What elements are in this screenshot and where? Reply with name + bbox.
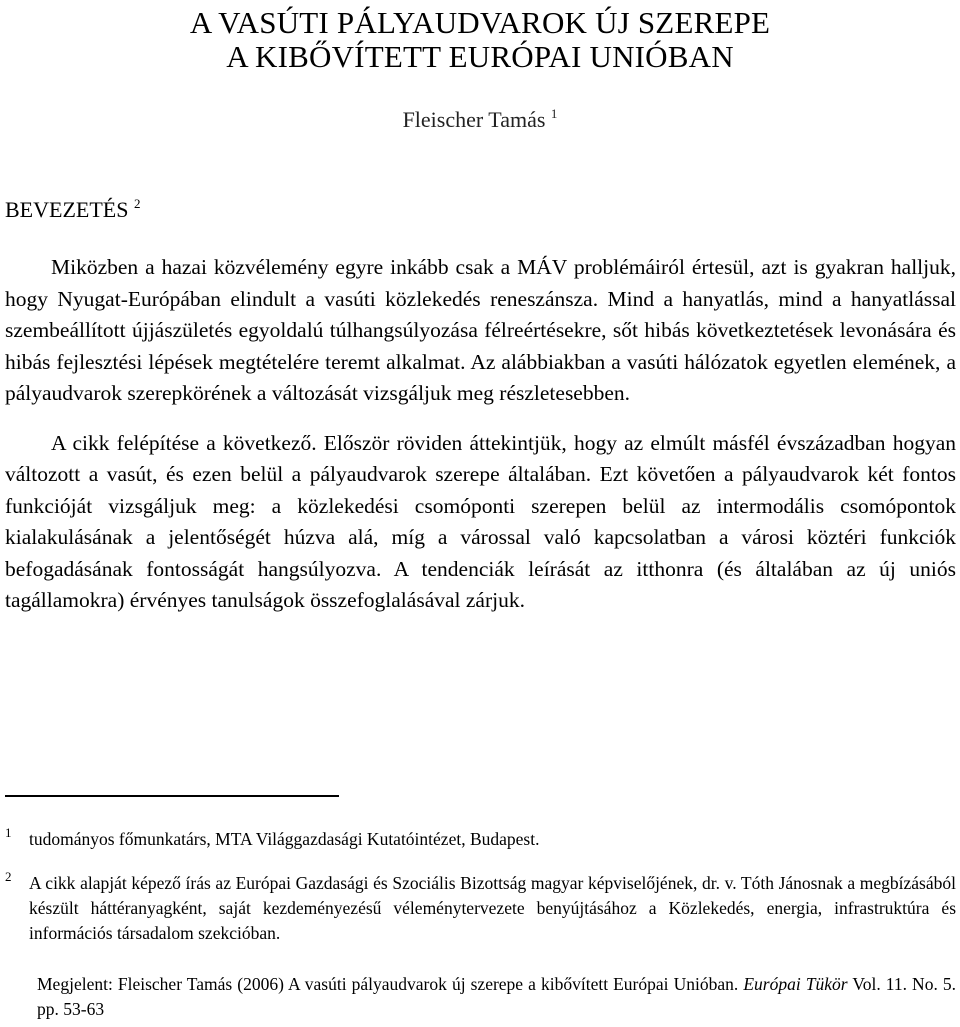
title-line-2: A KIBŐVÍTETT EURÓPAI UNIÓBAN <box>226 39 734 74</box>
body-text <box>5 252 956 617</box>
paragraph-1: Miközben a hazai közvélemény egyre inkább csak a MÁV problémáiról értesül, azt is gyakran halljuk, hogy Nyugat-Európában elindult a vasúti közlekedés reneszánsza. Mind a hanyatlás, mind a hanyatlással szembeállított újjászületés egyoldalú túlhangsúlyozása félreértésekre, sőt hibás következtetések levonására és hibás fejlesztési lépések megtételére teremt alkalmat. Az alábbiakban a vasúti hálózatok egyetlen elemének, a pályaudvarok szerepkörének a változását vizsgáljuk meg részletesebben. <box>5 255 956 405</box>
paper-title <box>0 6 960 74</box>
footnote-2-number: 2 <box>5 869 12 884</box>
paragraph-2: A cikk felépítése a következő. Először röviden áttekintjük, hogy az elmúlt másfél évszázadban hogyan változott a vasút, és ezen belül a pályaudvarok szerepe általában. Ezt követően a pályaudvarok két fontos funkcióját vizsgáljuk meg: a közlekedési csomóponti szerepen belül az intermodális csomópontok kialakulásának a jelentőségét húzva alá, míg a várossal való kapcsolatban a városi köztéri funkciók befogadásának fontosságát hangsúlyozva. A tendenciák leírását az itthonra (és általában az új uniós tagállamokra) érvényes tanulságok összefoglalásával zárjuk. <box>5 430 956 612</box>
footnote-1 <box>5 827 956 852</box>
author-footnote-mark: 1 <box>550 106 558 121</box>
section-heading-text: BEVEZETÉS <box>5 197 129 222</box>
footnote-1-number: 1 <box>5 825 12 840</box>
publication-suffix: Vol. 11. No. 5. pp. 53-63 <box>37 974 957 1019</box>
author-name: Fleischer Tamás <box>402 107 546 132</box>
footnote-2-text: A cikk alapját képező írás az Európai Gazdasági és Szociális Bizottság magyar képviselőjének, dr. v. Tóth Jánosnak a megbízásából készült háttéranyagként, saját kezdeményezésű véleménytervezete benyújtásához a Közlekedés, energia, infrastruktúra és információs társadalom szekcióban. <box>29 873 956 943</box>
publication-note <box>37 972 956 1022</box>
footnote-1-text: tudományos főmunkatárs, MTA Világgazdasági Kutatóintézet, Budapest. <box>29 829 540 849</box>
section-heading <box>5 196 140 223</box>
publication-prefix: Megjelent: Fleischer Tamás (2006) A vasúti pályaudvarok új szerepe a kibővített Európai Unióban. <box>37 974 739 994</box>
title-line-1: A VASÚTI PÁLYAUDVAROK ÚJ SZEREPE <box>189 5 771 40</box>
footnote-2 <box>5 871 956 946</box>
section-footnote-mark: 2 <box>133 196 141 211</box>
footnote-divider <box>5 795 339 797</box>
author-line <box>0 106 960 133</box>
journal-name: Európai Tükör <box>743 974 848 994</box>
